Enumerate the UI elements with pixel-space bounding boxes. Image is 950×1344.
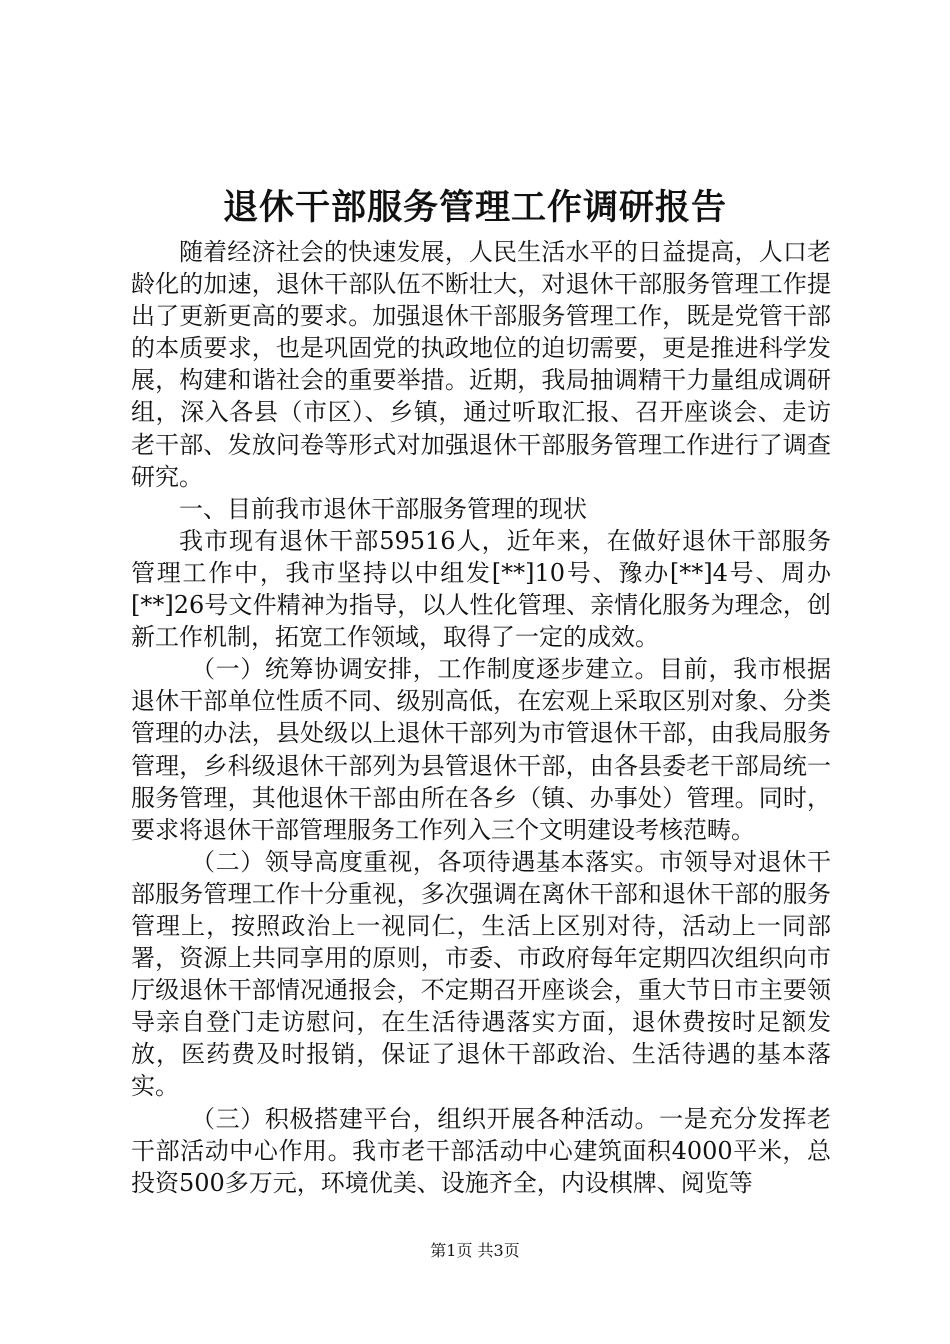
intro-paragraph: 随着经济社会的快速发展，人民生活水平的日益提高，人口老龄化的加速，退休干部队伍不断壮大，对退休干部服务管理工作提出了更新更高的要求。加强退休干部服务管理工作，既是党管干部的本质要求，也是巩固党的执政地位的迫切需要，更是推进科学发展，构建和谐社会的重要举措。近期，我局抽调精干力量组成调研组，深入各县（市区）、乡镇，通过听取汇报、召开座谈会、走访老干部、发放问卷等形式对加强退休干部服务管理工作进行了调查研究。 [131,238,831,491]
subsection-paragraph-3: （三）积极搭建平台，组织开展各种活动。一是充分发挥老干部活动中心作用。我市老干部活动中心建筑面积4000平米，总投资500多万元，环境优美、设施齐全，内设棋牌、阅览等 [131,1104,831,1197]
document-title: 退休干部服务管理工作调研报告 [222,187,727,228]
section-heading: 一、目前我市退休干部服务管理的现状 [179,494,587,523]
subsection-paragraph-2: （二）领导高度重视，各项待遇基本落实。市领导对退休干部服务管理工作十分重视，多次强调在离休干部和退休干部的服务管理上，按照政治上一视同仁，生活上区别对待，活动上一同部署，资源上共同享用的原则，市委、市政府每年定期四次组织向市厅级退休干部情况通报会，不定期召开座谈会，重大节日市主要领导亲自登门走访慰问，在生活待遇落实方面，退休费按时足额发放，医药费及时报销，保证了退休干部政治、生活待遇的基本落实。 [131,847,831,1101]
status-paragraph: 我市现有退休干部59516人，近年来，在做好退休干部服务管理工作中，我市坚持以中组发[**]10号、豫办[**]4号、周办[**]26号文件精神为指导，以人性化管理、亲情化服务为理念，创新工作机制，拓宽工作领域，取得了一定的成效。 [131,526,831,652]
document-body [131,236,831,1199]
page-footer: 第1页 共3页 [430,1241,520,1260]
subsection-paragraph-1: （一）统筹协调安排，工作制度逐步建立。目前，我市根据退休干部单位性质不同、级别高低，在宏观上采取区别对象、分类管理的办法，县处级以上退休干部列为市管退休干部，由我局服务管理，乡科级退休干部列为县管退休干部，由各县委老干部局统一服务管理，其他退休干部由所在各乡（镇、办事处）管理。同时，要求将退休干部管理服务工作列入三个文明建设考核范畴。 [131,655,831,844]
